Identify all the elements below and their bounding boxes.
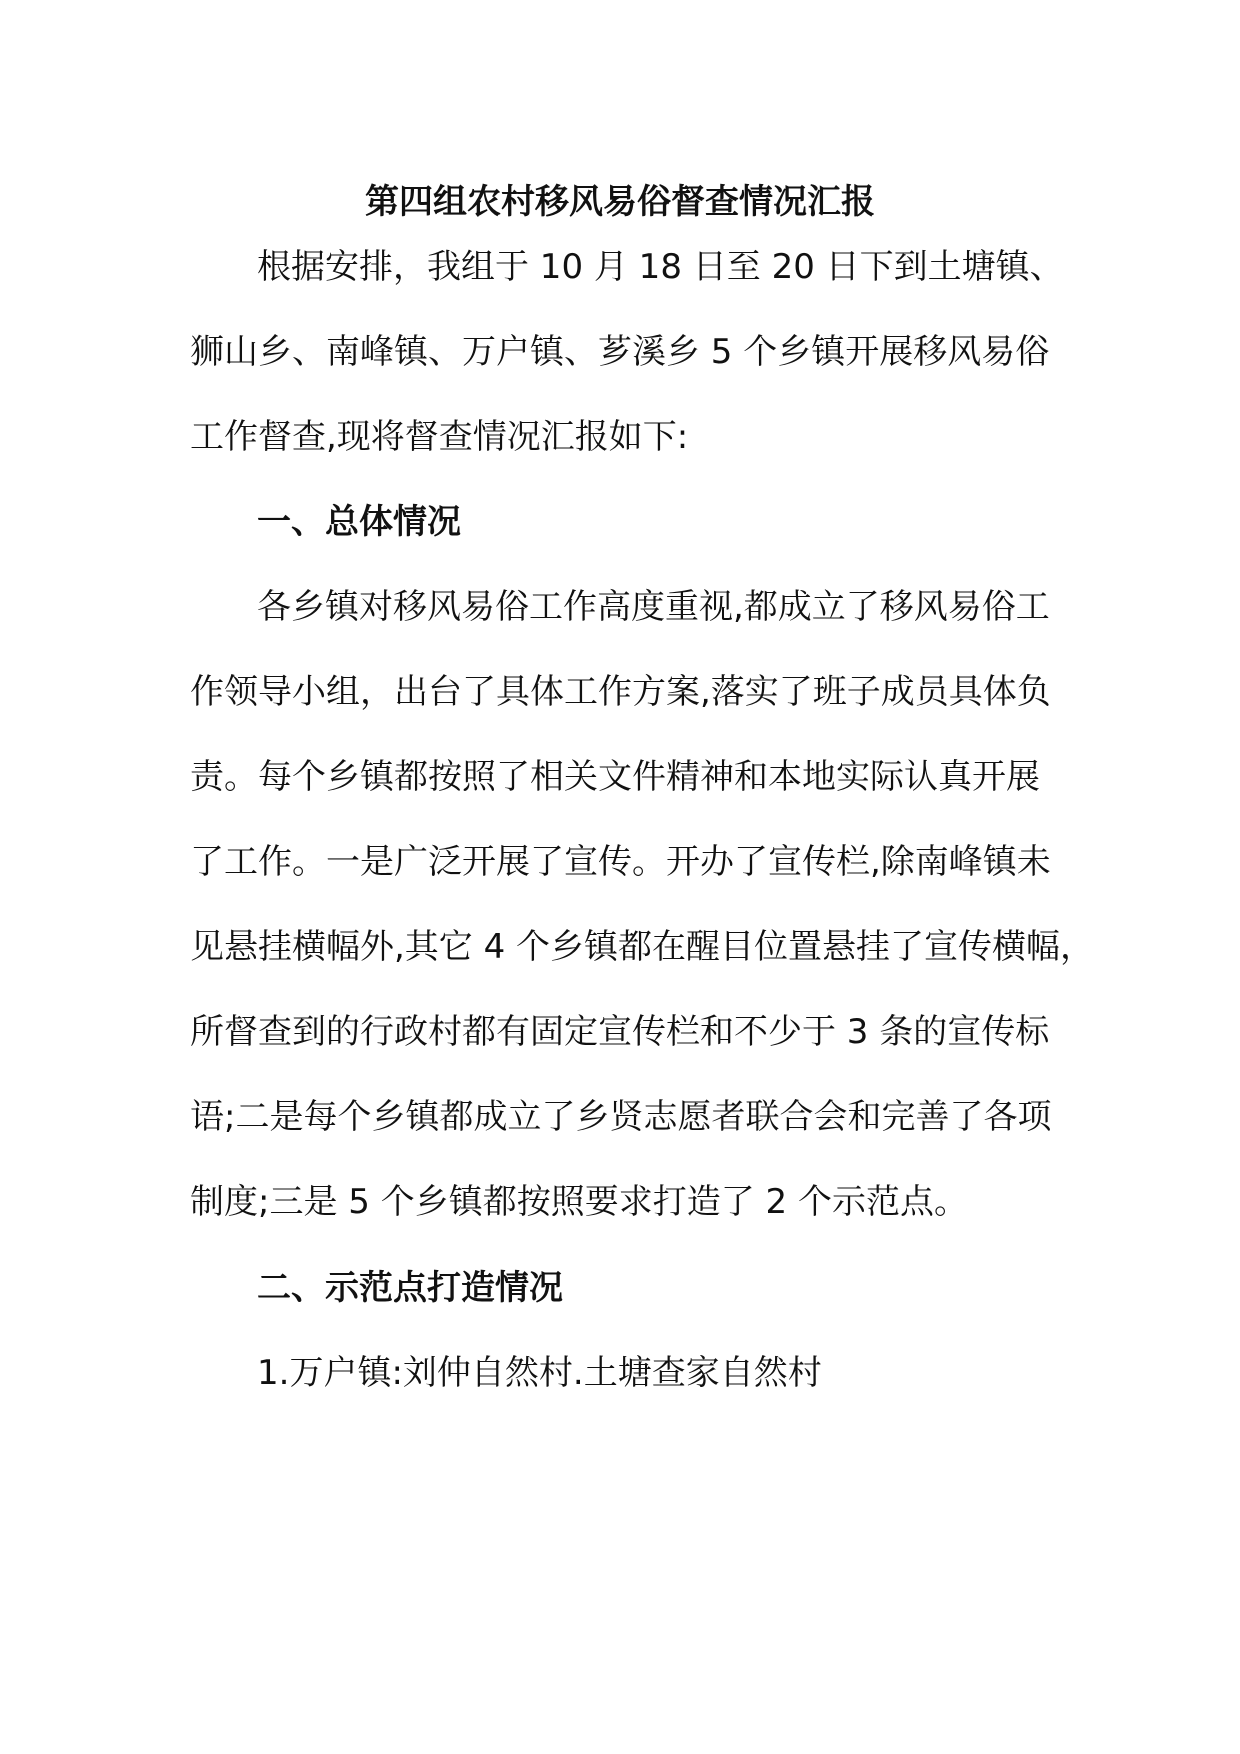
section1-line-5: 见悬挂横幅外,其它 4 个乡镇都在醒目位置悬挂了宣传横幅， — [190, 927, 1095, 967]
section1-line-6: 所督查到的行政村都有固定宣传栏和不少于 3 条的宣传标 — [190, 1012, 1050, 1052]
section1-line-2: 作领导小组，出台了具体工作方案,落实了班子成员具体负 — [190, 672, 1051, 712]
section2-item-1: 1.万户镇:刘仲自然村.土塘查家自然村 — [257, 1353, 822, 1393]
section2-heading: 二、示范点打造情况 — [257, 1268, 563, 1308]
section1-line-1: 各乡镇对移风易俗工作高度重视,都成立了移风易俗工 — [257, 587, 1050, 627]
intro-line-3: 工作督查,现将督查情况汇报如下: — [190, 417, 689, 457]
section1-line-7: 语;二是每个乡镇都成立了乡贤志愿者联合会和完善了各项 — [190, 1097, 1052, 1137]
intro-line-2: 狮山乡、南峰镇、万户镇、芗溪乡 5 个乡镇开展移风易俗 — [190, 332, 1050, 372]
document-title: 第四组农村移风易俗督查情况汇报 — [365, 182, 875, 222]
section1-line-4: 了工作。一是广泛开展了宣传。开办了宣传栏,除南峰镇未 — [190, 842, 1051, 882]
section1-heading: 一、总体情况 — [257, 502, 461, 542]
intro-line-1: 根据安排，我组于 10 月 18 日至 20 日下到土塘镇、 — [257, 247, 1064, 287]
section1-line-3: 责。每个乡镇都按照了相关文件精神和本地实际认真开展 — [190, 757, 1040, 797]
section1-line-8: 制度;三是 5 个乡镇都按照要求打造了 2 个示范点。 — [190, 1182, 968, 1222]
